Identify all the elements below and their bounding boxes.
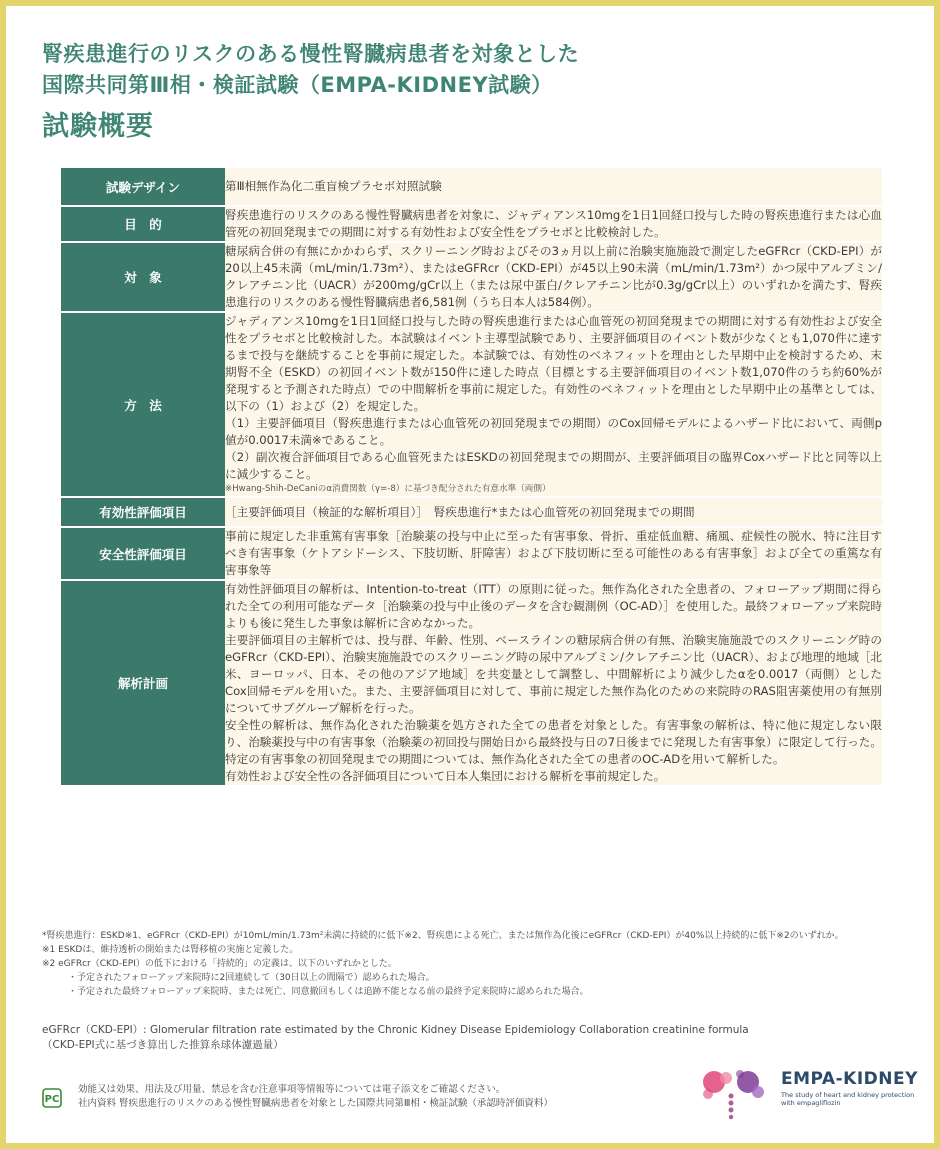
logo-name: EMPA-KIDNEY [781,1069,918,1089]
content-paragraph: 腎疾患進行のリスクのある慢性腎臓病患者を対象に、ジャディアンス10mgを1日1回経口投与した時の腎疾患進行または心血管死の初回発現までの期間に対する有効性および安全性をプラセボと比較検討した。 [225,208,882,239]
footnote: ※1 ESKDは、維持透析の開始または腎移植の実施と定義した。 [42,945,299,955]
footer [78,1083,553,1111]
table-row-analysis-plan [61,580,882,786]
content-paragraph: 有効性評価項目の解析は、Intention-to-treat（ITT）の原則に従った。無作為化された全患者の、フォローアップ期間に得られた全ての利用可能なデータ［治験薬の投与中止後のデータを含む観測例（OC-AD）］を使用した。最終フォローアップ来院時よりも後に発生した事象は解析に含めなかった。 [225,582,882,630]
content-paragraph: （1）主要評価項目（腎疾患進行または心血管死の初回発現までの期間）のCox回帰モデルによるハザード比において、両側p値が0.0017未満※であること。 [225,416,882,447]
table-row-safety-endpoints [61,527,882,580]
content-paragraph: 第Ⅲ相無作為化二重盲検プラセボ対照試験 [225,179,442,193]
footnote: ・予定された最終フォローアップ来院時、または死亡、同意撤回もしくは追跡不能となる前の最終予定来院時に認められた場合。 [68,987,589,997]
table-row-design [61,168,882,206]
row-content [225,168,882,206]
pc-mark-icon [42,1088,62,1108]
row-label: 対 象 [61,242,225,312]
content-paragraph: 有効性および安全性の各評価項目について日本人集団における解析を事前規定した。 [225,769,666,783]
section-heading: 試験概要 [42,111,154,142]
content-paragraph: 安全性の解析は、無作為化された治験薬を処方された全ての患者を対象とした。有害事象の解析は、特に他に規定しない限り、治験薬投与中の有害事象（治験薬の初回投与開始日から最終投与日の7日後までに発現した有害事象）に限定して行った。特定の有害事象の初回発現までの期間については、無作為化された全ての患者のOC-ADを用いて解析した。 [225,718,882,766]
row-content [225,527,882,580]
row-content [225,312,882,497]
row-label: 安全性評価項目 [61,527,225,580]
row-content [225,206,882,242]
row-content [225,497,882,527]
row-label: 解析計画 [61,580,225,786]
abbreviation-line: （CKD-EPI式に基づき算出した推算糸球体濾過量） [42,1039,284,1051]
page-title-line2: 国際共同第Ⅲ相・検証試験（EMPA-KIDNEY試験） [42,73,553,97]
footnote: ・予定されたフォローアップ来院時に2回連続して（30日以上の間隔で）認められた場合。 [68,973,435,983]
abbreviation-line: eGFRcr（CKD-EPI）: Glomerular filtration rate estimated by the Chronic Kidney Disease Epidemiology Collaboration creatinine formula [42,1024,749,1036]
row-content [225,242,882,312]
pc-mark-text: PC [44,1094,60,1105]
document-page [6,6,934,1143]
content-paragraph: （2）副次複合評価項目である心血管死またはESKDの初回発現までの期間が、主要評価項目の臨界Coxハザード比と同等以上に減少すること。 [225,450,882,481]
row-label: 試験デザイン [61,168,225,206]
table-row-efficacy-endpoints [61,497,882,527]
empa-kidney-logo-icon [696,1064,774,1120]
footnote: *腎疾患進行：ESKD※1、eGFRcr（CKD-EPI）が10mL/min/1.73m²未満に持続的に低下※2、腎疾患による死亡、または無作為化後にeGFRcr（CKD-EPI）が40%以上持続的に低下※2のいずれか。 [42,931,844,941]
table-row-subjects [61,242,882,312]
content-paragraph: 主要評価項目の主解析では、投与群、年齢、性別、ベースラインの糖尿病合併の有無、治験実施施設でのスクリーニング時のeGFRcr（CKD-EPI）、治験実施施設でのスクリーニング時の尿中アルブミン/クレアチニン比（UACR）、および地理的地域［北米、ヨーロッパ、日本、その他のアジア地域］を共変量として調整し、中間解析により減少したαを0.0017（両側）としたCox回帰モデルを用いた。また、主要評価項目に対して、事前に規定した無作為化のための来院時のRAS阻害薬使用の有無別についてサブグループ解析を行った。 [225,633,882,715]
page-title-line1: 腎疾患進行のリスクのある慢性腎臓病患者を対象とした [42,42,580,66]
content-paragraph: 事前に規定した非重篤有害事象［治験薬の投与中止に至った有害事象、骨折、重症低血糖、痛風、症候性の脱水、特に注目すべき有害事象（ケトアシドーシス、下肢切断、肝障害）および下肢切断に至る可能性のある有害事象］および全ての重篤な有害事象等 [225,529,882,577]
footnotes [42,929,922,999]
study-overview-table [61,168,882,787]
row-label: 方 法 [61,312,225,497]
content-paragraph: 糖尿病合併の有無にかかわらず、スクリーニング時およびその3ヵ月以上前に治験実施施設で測定したeGFRcr（CKD-EPI）が20以上45未満（mL/min/1.73m²）、またはeGFRcr（CKD-EPI）が45以上90未満（mL/min/1.73m²）かつ尿中アルブミン/クレアチニン比（UACR）が200mg/gCr以上（または尿中蛋白/クレアチニン比が0.3g/gCr以上）のいずれかを満たす、腎疾患進行のリスクのある慢性腎臓病患者6,581例（うち日本人は584例）。 [225,244,882,309]
abbreviation-note [42,1023,862,1053]
footer-line: 効能又は効果、用法及び用量、禁忌を含む注意事項等情報等については電子添文をご確認ください。 [78,1084,506,1095]
row-label: 目 的 [61,206,225,242]
content-footnote: ※Hwang-Shih-DeCaniのα消費関数（γ=-8）に基づき配分された有意水準（両側） [225,484,551,494]
content-paragraph: ジャディアンス10mgを1日1回経口投与した時の腎疾患進行または心血管死の初回発現までの期間に対する有効性および安全性をプラセボと比較検討した。本試験はイベント主導型試験であり、主要評価項目のイベント数が少なくとも1,070件に達するまで投与を継続することを事前に規定した。本試験では、有効性のベネフィットを理由とした早期中止を検討するため、末期腎不全（ESKD）の初回イベント数が150件に達した時点（目標とする主要評価項目のイベント数1,070件のうち約60%が発現すると予測された時点）での中間解析を事前に規定した。有効性のベネフィットを理由とした早期中止の基準としては、以下の（1）および（2）を規定した。 [225,314,882,413]
row-content [225,580,882,786]
logo-tagline: The study of heart and kidney protection with empagliflozin [781,1091,915,1107]
row-label: 有効性評価項目 [61,497,225,527]
footer-line: 社内資料 腎疾患進行のリスクのある慢性腎臓病患者を対象とした国際共同第Ⅲ相・検証試験（承認時評価資料） [78,1098,553,1109]
table-row-purpose [61,206,882,242]
table-row-method [61,312,882,497]
footnote: ※2 eGFRcr（CKD-EPI）の低下における「持続的」の定義は、以下のいずれかとした。 [42,959,397,969]
content-paragraph: ［主要評価項目（検証的な解析項目）］ 腎疾患進行*または心血管死の初回発現までの期間 [225,504,695,519]
